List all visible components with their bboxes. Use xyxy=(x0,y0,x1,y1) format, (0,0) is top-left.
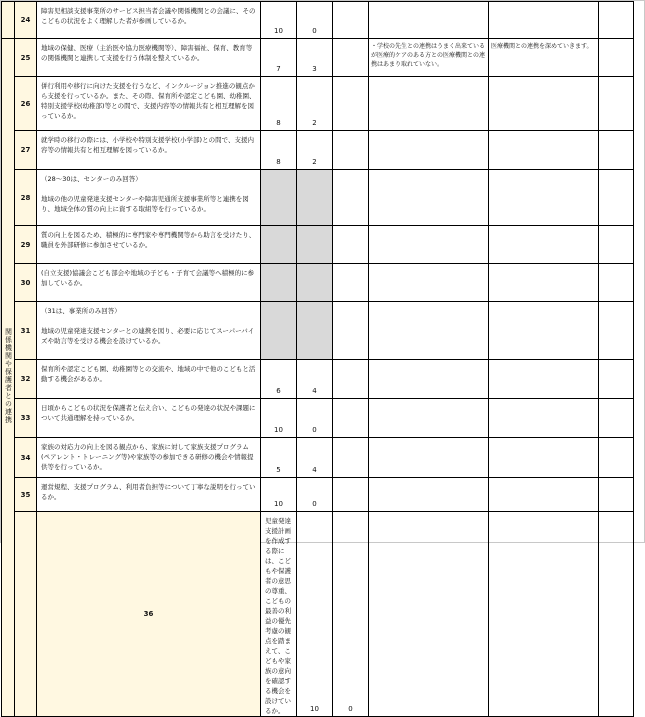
improvement-comment xyxy=(369,226,489,264)
row-number: 36 xyxy=(37,512,261,717)
extra-cell xyxy=(599,399,634,438)
response-comment xyxy=(489,264,599,302)
row-number: 30 xyxy=(15,264,37,302)
extra-cell xyxy=(599,438,634,478)
response-comment xyxy=(489,226,599,264)
no-count: 2 xyxy=(297,131,333,170)
improvement-comment xyxy=(369,264,489,302)
unknown-count xyxy=(333,399,369,438)
improvement-comment xyxy=(369,302,489,360)
improvement-comment xyxy=(369,399,489,438)
yes-count xyxy=(261,226,297,264)
row-number: 34 xyxy=(15,438,37,478)
extra-cell xyxy=(599,2,634,39)
category-label: 関係機関や保護者との連携 xyxy=(4,327,13,424)
question-text: 就学時の移行の際には、小学校や特別支援学校(小学部)との間で、支援内容等の情報共有と相互理解を図っているか。 xyxy=(37,131,261,170)
response-comment xyxy=(489,131,599,170)
yes-count: 10 xyxy=(261,2,297,39)
yes-count xyxy=(261,170,297,226)
table-row xyxy=(2,131,634,170)
no-count: 0 xyxy=(297,2,333,39)
yes-count xyxy=(261,264,297,302)
extra-cell xyxy=(599,39,634,77)
table-row xyxy=(2,360,634,399)
row-number: 25 xyxy=(15,39,37,77)
table-row xyxy=(2,399,634,438)
no-count: 2 xyxy=(297,77,333,131)
improvement-comment xyxy=(369,360,489,399)
row-number: 33 xyxy=(15,399,37,438)
question-text: 児童発達支援計画を作成する際には、こどもや保護者の意思の尊重、こどもの最善の利益の優先考慮の観点を踏まえて、こどもや家族の意向を確認する機会を設けているか。 xyxy=(261,512,297,717)
extra-cell xyxy=(599,226,634,264)
yes-count: 7 xyxy=(261,39,297,77)
improvement-comment xyxy=(369,170,489,226)
response-comment xyxy=(489,2,599,39)
row-number: 29 xyxy=(15,226,37,264)
table-row xyxy=(2,170,634,226)
category-cell-bottom xyxy=(15,512,37,717)
no-count xyxy=(297,264,333,302)
no-count xyxy=(297,170,333,226)
unknown-count xyxy=(333,170,369,226)
question-text: 障害児相談支援事業所のサービス担当者会議や関係機関との会議に、そのこどもの状況をよく理解した者が参画しているか。 xyxy=(37,2,261,39)
extra-cell xyxy=(599,170,634,226)
improvement-comment xyxy=(369,77,489,131)
table-row xyxy=(2,478,634,512)
answer-scope-note: （28～30は、センターのみ回答） xyxy=(41,175,142,183)
unknown-count xyxy=(333,438,369,478)
row-number: 31 xyxy=(15,302,37,360)
table-row xyxy=(2,264,634,302)
table-row xyxy=(2,77,634,131)
unknown-count xyxy=(333,226,369,264)
no-count: 4 xyxy=(297,360,333,399)
improvement-comment xyxy=(369,131,489,170)
no-count xyxy=(297,226,333,264)
unknown-count xyxy=(333,2,369,39)
answer-scope-note: （31は、事業所のみ回答） xyxy=(41,307,121,315)
table-row xyxy=(2,39,634,77)
no-count: 4 xyxy=(297,438,333,478)
unknown-count xyxy=(333,478,369,512)
question-text: 地域の他の児童発達支援センターや障害児通所支援事業所等と連携を図り、地域全体の質の向上に資する取組等を行っているか。 xyxy=(41,195,249,213)
response-comment xyxy=(489,77,599,131)
question-text: 保育所や認定こども園、幼稚園等との交流や、地域の中で他のこどもと活動する機会があるか。 xyxy=(37,360,261,399)
unknown-count xyxy=(333,39,369,77)
table-row xyxy=(2,438,634,478)
question-text: 日頃からこどもの状況を保護者と伝え合い、こどもの発達の状況や課題について共通理解を持っているか。 xyxy=(37,399,261,438)
yes-count: 10 xyxy=(297,512,333,717)
unknown-count xyxy=(333,360,369,399)
question-text: 地域の保健、医療（主治医や協力医療機関等）、障害福祉、保育、教育等の関係機関と連携して支援を行う体制を整えているか。 xyxy=(37,39,261,77)
unknown-count xyxy=(333,77,369,131)
category-cell-top xyxy=(2,2,15,39)
unknown-count xyxy=(333,131,369,170)
row-number: 27 xyxy=(15,131,37,170)
unknown-count xyxy=(333,302,369,360)
question-text: (自立支援)協議会こども部会や地域の子ども・子育て会議等へ積極的に参加しているか。 xyxy=(37,264,261,302)
row-number: 28 xyxy=(15,170,37,226)
extra-cell xyxy=(599,131,634,170)
response-comment xyxy=(489,478,599,512)
table-row xyxy=(2,2,634,39)
response-comment xyxy=(489,399,599,438)
table-row xyxy=(2,512,634,717)
improvement-comment xyxy=(489,512,599,717)
question-cell xyxy=(37,170,261,226)
no-count xyxy=(297,302,333,360)
row-number: 32 xyxy=(15,360,37,399)
question-text: 家族の対応力の向上を図る観点から、家族に対して家族支援プログラム(ペアレント・トレーニング等)や家族等の参加できる研修の機会や情報提供等を行っているか。 xyxy=(37,438,261,478)
unknown-count xyxy=(333,264,369,302)
table-row xyxy=(2,226,634,264)
question-cell xyxy=(37,302,261,360)
no-count: 0 xyxy=(333,512,369,717)
no-count: 3 xyxy=(297,39,333,77)
extra-cell xyxy=(599,478,634,512)
unknown-count xyxy=(369,512,489,717)
no-count: 0 xyxy=(297,478,333,512)
improvement-comment xyxy=(369,478,489,512)
improvement-comment xyxy=(369,438,489,478)
question-text: 地域の児童発達支援センターとの連携を図り、必要に応じてスーパーバイズや助言等を受ける機会を設けているか。 xyxy=(41,327,255,345)
yes-count: 10 xyxy=(261,399,297,438)
row-number: 24 xyxy=(15,2,37,39)
extra-cell xyxy=(599,302,634,360)
extra-cell xyxy=(599,360,634,399)
response-comment xyxy=(489,360,599,399)
no-count: 0 xyxy=(297,399,333,438)
improvement-comment xyxy=(369,2,489,39)
row-number: 35 xyxy=(15,478,37,512)
response-comment xyxy=(599,512,634,717)
extra-cell xyxy=(599,77,634,131)
response-comment: 医療機関との連携を深めていきます。 xyxy=(489,39,599,77)
yes-count: 6 xyxy=(261,360,297,399)
yes-count xyxy=(261,302,297,360)
yes-count: 8 xyxy=(261,131,297,170)
table-row xyxy=(2,302,634,360)
row-number: 26 xyxy=(15,77,37,131)
yes-count: 5 xyxy=(261,438,297,478)
response-comment xyxy=(489,302,599,360)
question-text: 併行利用や移行に向けた支援を行うなど、インクルージョン推進の観点から支援を行っているか。また、その際、保育所や認定こども園、幼稚園、特別支援学校(幼稚部)等との間で、支援内容等の情報共有と相互理解を図っているか。 xyxy=(37,77,261,131)
question-text: 質の向上を図るため、積極的に専門家や専門機関等から助言を受けたり、職員を外部研修に参加させているか。 xyxy=(37,226,261,264)
question-text: 運営規程、支援プログラム、利用者負担等について丁寧な説明を行っているか。 xyxy=(37,478,261,512)
yes-count: 8 xyxy=(261,77,297,131)
improvement-comment: ・学校の先生との連携はうまく出来ているが医療的ケアのある方との医療機関との連携はあまり取れていない。 xyxy=(369,39,489,77)
evaluation-table xyxy=(1,1,634,717)
response-comment xyxy=(489,170,599,226)
extra-cell xyxy=(599,264,634,302)
yes-count: 10 xyxy=(261,478,297,512)
category-cell xyxy=(2,39,15,717)
response-comment xyxy=(489,438,599,478)
